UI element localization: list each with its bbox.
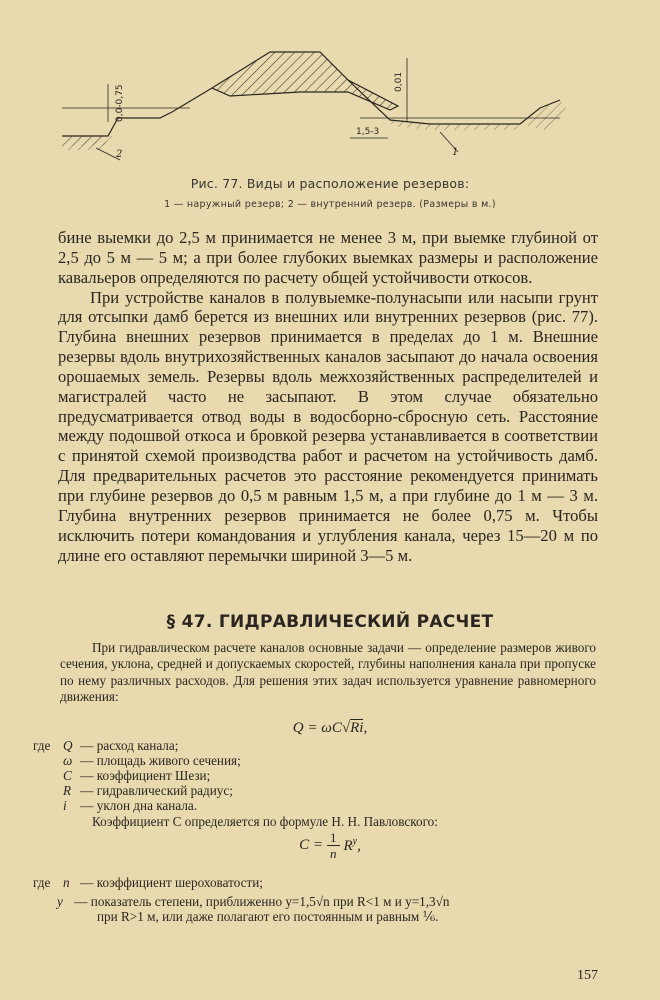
marker-1: 1 bbox=[452, 147, 459, 158]
paragraph-2: При устройстве каналов в полувыемке-полунасыпи или насыпи грунт для отсыпки дамб берется из внешних или внутренних резервов (рис. 77). Глубина внешних резервов принимается в пределах до 1 м. Внешние резервы вдоль внутрихозяйственных каналов засыпают до начала освоения орошаемых земель. Резервы вдоль межхозяйственных распределителей и магистралей часто не засыпают. В этом случае обязательно предусматривается отвод воды в водосборно-сбросную сеть. Расстояние между подошвой откоса и бровкой резерва устанавливается в соответствии с принятой схемой производства работ и расчетом на устойчивость дамб. Для предварительных расчетов это расстояние рекомендуется принимать при глубине резервов до 0,5 м равным 1,5 м, а при глубине до 1 м — 3 м. Глубина внутренних резервов принимается не более 0,75 м. Чтобы исключить потери командования и углубления канала, через 15—20 м по длине его оставляют перемычки шириной 3—5 м. bbox=[58, 287, 598, 565]
figure-legend: 1 — наружный резерв; 2 — внутренний резерв. (Размеры в м.) bbox=[164, 199, 496, 210]
definitions-list bbox=[33, 738, 241, 813]
definition-y-cont: при R>1 м, или даже полагают его постоянным и равным ⅙. bbox=[97, 909, 439, 925]
eq1-radicand: Ri bbox=[350, 720, 364, 736]
definition-r: R — гидравлический радиус; bbox=[63, 783, 233, 799]
where-label-2: где bbox=[33, 875, 51, 890]
eq1-lhs: Q = ωC bbox=[292, 720, 342, 736]
ground-line bbox=[62, 88, 212, 136]
definition-i: i — уклон дна канала. bbox=[63, 798, 198, 814]
marker-2: 2 bbox=[116, 149, 123, 160]
outer-reserve-right bbox=[520, 100, 566, 130]
eq2-exponent: y bbox=[352, 836, 358, 847]
depth-label-left: 0,0-0,75 bbox=[115, 84, 125, 122]
main-text bbox=[58, 228, 598, 565]
eq1-tail: , bbox=[363, 720, 368, 736]
span-label: 1,5-3 bbox=[356, 127, 380, 137]
hydraulic-intro bbox=[60, 640, 596, 705]
ground-hatch bbox=[62, 136, 112, 146]
eq2-rhs: R bbox=[343, 838, 353, 854]
uniform-flow-equation bbox=[0, 720, 660, 737]
intro-paragraph: При гидравлическом расчете каналов основные задачи — определение размеров живого сечения, уклона, средней и допускаемых скоростей, глубины наполнения канала при пропуске по нему различных расходов. Для решения этих задач используется уравнение равномерного движения: bbox=[60, 640, 596, 704]
eq2-numerator: 1 bbox=[327, 830, 340, 846]
radical-sign: √ bbox=[341, 720, 351, 736]
eq2-tail: , bbox=[357, 838, 361, 854]
paragraph-1: бине выемки до 2,5 м принимается не менее 3 м, при выемке глубиной от 2,5 до 5 м — 5 м; а при более глубоких выемках размеры и расположение кавальеров определяются по расчету общей устойчивости откосов. bbox=[58, 228, 598, 287]
eq2-lhs: C = bbox=[299, 837, 323, 853]
definition-n: где n — коэффициент шероховатости; bbox=[33, 875, 263, 890]
figure-77-reserves bbox=[0, 0, 660, 178]
definition-omega: ω — площадь живого сечения; bbox=[63, 753, 241, 769]
where-label: где bbox=[33, 738, 51, 753]
pavlovsky-sentence: Коэффициент C определяется по формуле Н. Н. Павловского: bbox=[92, 814, 438, 829]
figure-caption: Рис. 77. Виды и расположение резервов: bbox=[190, 176, 470, 191]
page-number: 157 bbox=[577, 968, 598, 983]
section-heading: § 47. ГИДРАВЛИЧЕСКИЙ РАСЧЕТ bbox=[166, 612, 494, 632]
depth-label-right: 0,01 bbox=[394, 71, 404, 92]
definition-c: C — коэффициент Шези; bbox=[63, 768, 211, 784]
definition-q: где Q — расход канала; bbox=[33, 738, 179, 753]
pavlovsky-equation bbox=[0, 830, 660, 861]
eq2-denominator: n bbox=[330, 846, 337, 861]
definition-y: y — показатель степени, приближенно y=1,5√n при R<1 м и y=1,3√n bbox=[57, 894, 450, 910]
coefficient-definitions bbox=[33, 875, 449, 924]
